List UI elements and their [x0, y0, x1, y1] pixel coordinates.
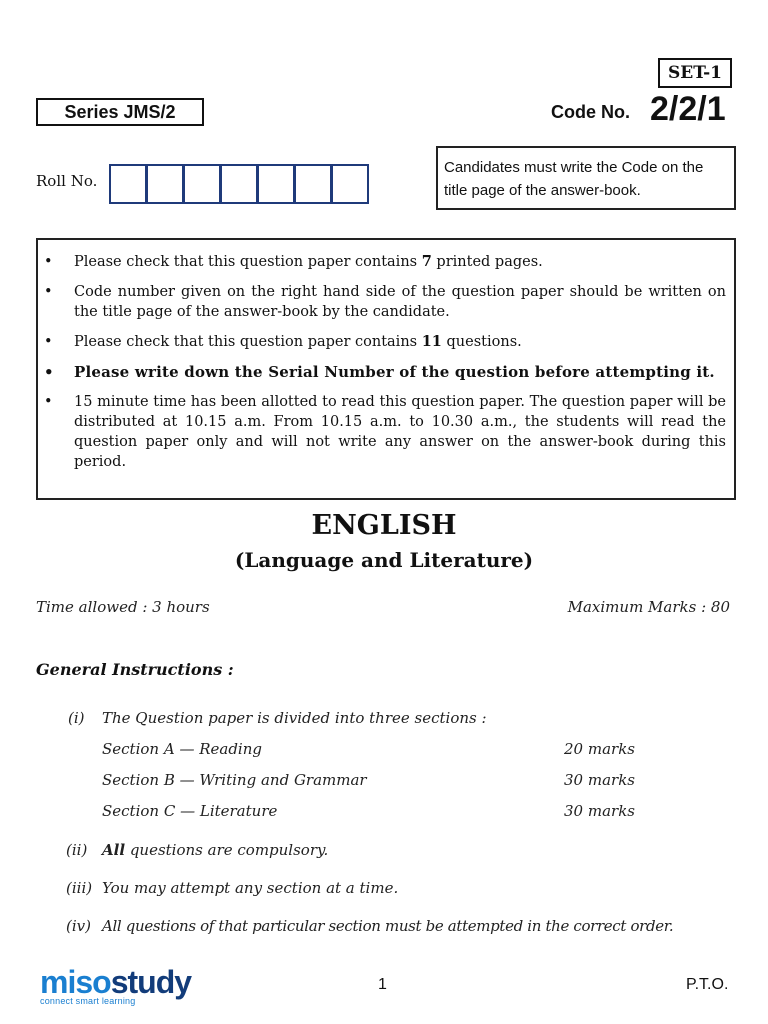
page-number: 1 [378, 976, 387, 993]
code-value: 2/2/1 [650, 90, 726, 128]
instruction-text: Please write down the Serial Number of the question before attempting it. [74, 363, 715, 381]
roll-cell [183, 164, 221, 204]
logo-miso: miso [40, 964, 111, 1000]
item-number: (iii) [66, 879, 93, 897]
roll-cell [257, 164, 295, 204]
bullet-icon: • [44, 363, 54, 381]
item-number: (iv) [66, 917, 91, 935]
candidate-note-line: Candidates must write the Code on the [444, 159, 704, 176]
instruction-item [38, 392, 726, 472]
instruction-item [38, 362, 726, 382]
section-name: Section C — Literature [102, 802, 278, 820]
logo-wordmark [40, 966, 191, 998]
item-text [102, 841, 328, 859]
instruction-item [38, 332, 726, 352]
misostudy-logo [40, 966, 191, 1006]
subject-subtitle: (Language and Literature) [234, 548, 534, 572]
instruction-text: Please check that this question paper contains [74, 254, 422, 270]
roll-cell [146, 164, 184, 204]
roll-cell [294, 164, 332, 204]
item-number: (ii) [66, 841, 88, 859]
roll-cell [109, 164, 147, 204]
item-bold: All [102, 841, 126, 859]
instruction-text: questions. [441, 334, 522, 350]
section-marks: 20 marks [564, 740, 635, 758]
item-number: (i) [68, 709, 85, 727]
logo-tagline: connect smart learning [40, 996, 136, 1006]
section-marks: 30 marks [564, 802, 635, 820]
instructions-list [38, 240, 734, 472]
bullet-icon: • [44, 334, 53, 350]
instruction-text: 15 minute time has been allotted to read this question paper. The question paper will be distributed at 10.15 a.m. From 10.15 a.m. to 10.30 a.m., the students will read the question paper only and will not write any answer on the answer-book during this period. [74, 394, 726, 470]
bullet-icon: • [44, 254, 53, 270]
roll-cell [220, 164, 258, 204]
candidate-note-box [436, 146, 736, 210]
logo-study: study [110, 964, 192, 1000]
instruction-bold: 11 [421, 333, 442, 350]
code-label: Code No. [551, 102, 630, 122]
bullet-icon: • [44, 394, 53, 410]
item-text: All questions of that particular section must be attempted in the correct order. [102, 917, 674, 935]
section-marks: 30 marks [564, 771, 635, 789]
bullet-icon: • [44, 284, 53, 300]
pto-label: P.T.O. [686, 976, 729, 993]
roll-label: Roll No. [36, 172, 98, 190]
set-label: SET-1 [658, 58, 732, 88]
subject-title: ENGLISH [311, 510, 457, 541]
section-name: Section A — Reading [102, 740, 262, 758]
instruction-text: Please check that this question paper contains [74, 334, 422, 350]
instruction-item [38, 282, 726, 322]
instruction-item [38, 252, 726, 272]
roll-cell [331, 164, 369, 204]
roll-number-boxes [110, 164, 369, 204]
series-label: Series JMS/2 [36, 98, 204, 126]
instructions-box [36, 238, 736, 500]
instruction-text: Code number given on the right hand side of the question paper should be written on the title page of the answer-book by the candidate. [74, 284, 726, 320]
instruction-text: printed pages. [431, 254, 543, 270]
general-instructions-heading: General Instructions : [36, 660, 234, 679]
instruction-bold: 7 [421, 253, 432, 270]
item-text-rest: questions are compulsory. [125, 841, 329, 859]
time-allowed: Time allowed : 3 hours [36, 598, 210, 616]
candidate-note-line: title page of the answer-book. [444, 182, 641, 199]
section-name: Section B — Writing and Grammar [102, 771, 367, 789]
maximum-marks: Maximum Marks : 80 [567, 598, 730, 616]
item-text: The Question paper is divided into three sections : [102, 709, 487, 727]
item-text: You may attempt any section at a time. [102, 879, 399, 897]
